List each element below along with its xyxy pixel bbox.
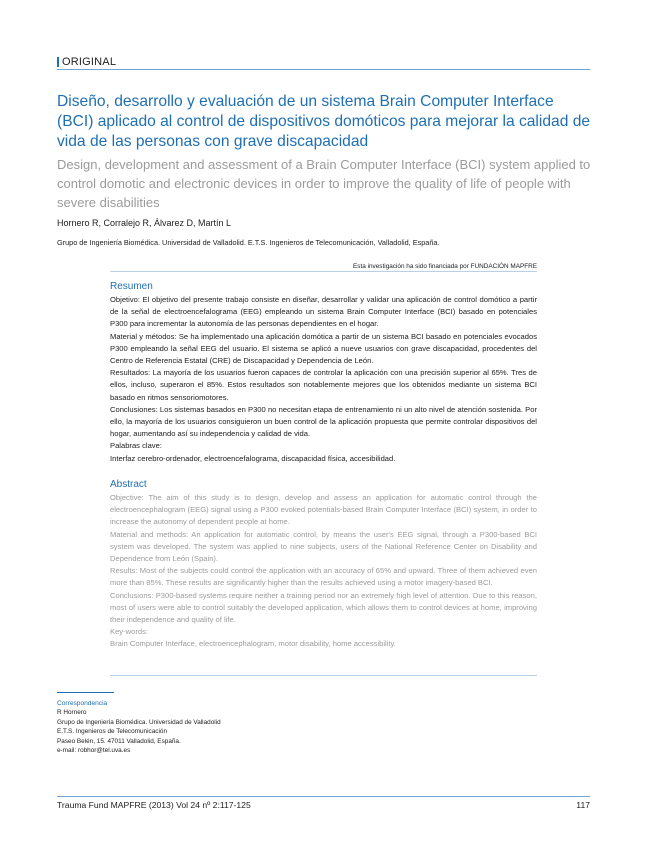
funding-note: Esta investigación ha sido financiada por FUNDACIÓN MAPFRE xyxy=(353,263,537,270)
abstract-keywords-label: Key-words: xyxy=(110,627,148,637)
abstract-conclusions: Conclusions: P300-based systems require neither a training period nor an extremely high level of attention. Due to this reason, most of users were able to control suitably the developed application, which allows them to control devices at home, improving their independence and quality of life. xyxy=(110,590,537,625)
correspondence-line: Grupo de Ingeniería Biomédica. Universidad de Valladolid xyxy=(57,718,221,726)
abstract-material: Material and methods: An application for automatic control, by means the user's EEG signal, through a P300-based BCI system was developed. The system was applied to nine subjects, users of the National Reference Center on Disability and Dependence from León (Spain). xyxy=(110,529,537,564)
correspondence-line: E.T.S. Ingenieros de Telecomunicación xyxy=(57,728,168,736)
correspondence-block xyxy=(57,692,317,755)
header-rule xyxy=(57,69,590,70)
abstract-objective: Objective: The aim of this study is to design, develop and assess an application for automatic control through the electroencephalogram (EEG) signal using a P300 evoked potentials-based Brain Computer Interface (BCI) system, in order to increase the autonomy of dependent people at home. xyxy=(110,493,537,527)
abstract-rule xyxy=(110,675,537,676)
page-number: 117 xyxy=(576,800,590,810)
correspondence-line: Paseo Belén, 15. 47011 Valladolid, España. xyxy=(57,737,181,745)
section-tag xyxy=(57,56,116,68)
footer-rule xyxy=(57,796,590,797)
title-english: Design, development and assessment of a Brain Computer Interface (BCI) system applied to control domotic and electronic devices in order to improve the quality of life of people with severe disabilities xyxy=(57,157,591,210)
abstract-heading: Abstract xyxy=(110,479,147,490)
resumen-conclusiones: Conclusiones: Los sistemas basados en P300 no necesitan etapa de entrenamiento ni un alto nivel de atención sostenida. Por ello, la mayoría de los usuarios consiguieron un buen control de la aplicación propuesta que permite controlar dispositivos del hogar, aumentando así su independencia y calidad de vida. xyxy=(110,404,537,439)
journal-citation: Trauma Fund MAPFRE (2013) Vol 24 nº 2:117-125 xyxy=(57,800,251,810)
correspondence-rule xyxy=(57,692,114,693)
resumen-heading: Resumen xyxy=(110,281,153,292)
correspondence-line: R Hornero xyxy=(57,709,87,717)
abstract-section xyxy=(110,479,537,651)
affiliation: Grupo de Ingeniería Biomédica. Universidad de Valladolid. E.T.S. Ingenieros de Telecomunicación, Valladolid, España. xyxy=(57,238,440,247)
correspondence-heading: Correspondencia xyxy=(57,700,108,707)
resumen-objetivo: Objetivo: El objetivo del presente trabajo consiste en diseñar, desarrollar y validar una aplicación de control domótico a partir de la señal de electroencefalograma (EEG) empleando un sistema Brain Computer Interface (BCI) basado en potenciales P300 para incrementar la autonomía de las personas dependientes en el hogar. xyxy=(110,295,537,329)
section-tag-bar xyxy=(57,57,59,67)
resumen-resultados: Resultados: La mayoría de los usuarios fueron capaces de controlar la aplicación con una precisión superior al 65%. Tres de ellos, incluso, superaron el 85%. Estos resultados son notablemente mejores que los obtenidos mediante un sistema BCI basado en ritmos sensoriomotores. xyxy=(110,368,537,402)
authors: Hornero R, Corralejo R, Álvarez D, Martín L xyxy=(57,218,232,228)
resumen-material: Material y métodos: Se ha implementado una aplicación domótica a partir de un sistema BCI basado en potenciales evocados P300 empleando la señal EEG del usuario. El sistema se aplicó a nueve usuarios con grave discapacidad, procedentes del Centro de Referencia Estatal (CRE) de Discapacidad y Dependencia de León. xyxy=(110,331,537,366)
abstract-results: Results: Most of the subjects could control the application with an accuracy of 65% and upward. Three of them achieved even more than 85%. These results are significantly higher than the results achieved using a motor imagery-based BCI. xyxy=(110,566,537,588)
section-tag-label: ORIGINAL xyxy=(62,56,117,68)
resumen-keywords-label: Palabras clave: xyxy=(110,441,162,451)
funding-rule xyxy=(110,271,537,272)
abstract-keywords: Brain Computer Interface, electroencephalogram, motor disability, home accessibility. xyxy=(110,639,396,649)
resumen-section xyxy=(110,281,537,465)
resumen-keywords: Interfaz cerebro-ordenador, electroencefalograma, discapacidad física, accesibilidad. xyxy=(110,453,396,463)
title-spanish: Diseño, desarrollo y evaluación de un sistema Brain Computer Interface (BCI) aplicado al control de dispositivos domóticos para mejorar la calidad de vida de las personas con grave discapacidad xyxy=(57,93,591,150)
correspondence-email[interactable]: e-mail: robhor@tel.uva.es xyxy=(57,747,131,755)
